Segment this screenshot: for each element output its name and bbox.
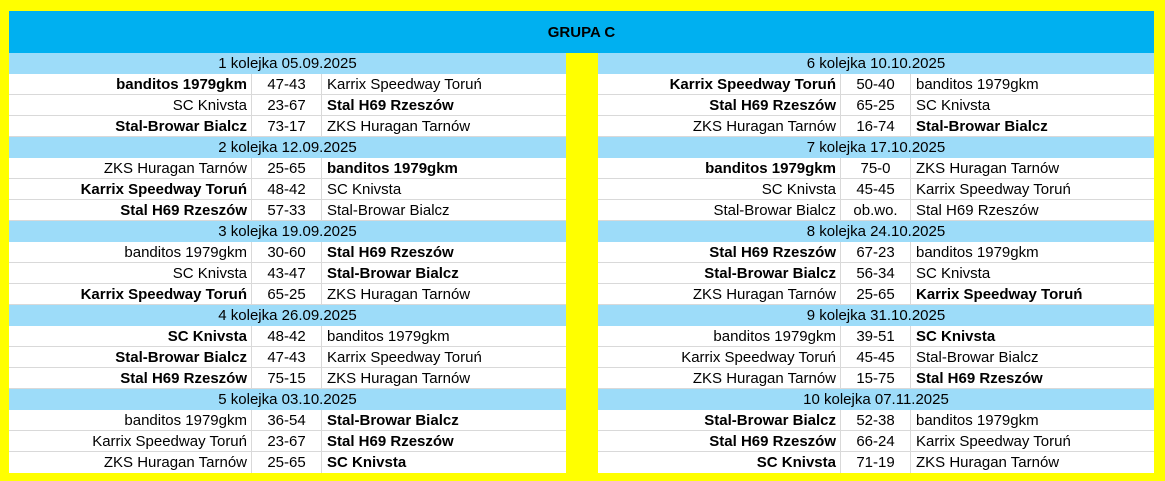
home-team: banditos 1979gkm [9,410,252,430]
home-team: Stal H69 Rzeszów [598,95,841,115]
away-team: banditos 1979gkm [916,412,1039,429]
round-header: 3 kolejka 19.09.2025 [9,221,566,242]
match-row [9,263,566,284]
match-row [9,158,566,179]
match-row [9,284,566,305]
match-row [9,452,566,473]
away-team: banditos 1979gkm [327,160,458,177]
home-team: SC Knivsta [9,263,252,283]
home-team: banditos 1979gkm [9,74,252,94]
home-team: Stal H69 Rzeszów [9,200,252,220]
round-header: 9 kolejka 31.10.2025 [598,305,1154,326]
home-team: SC Knivsta [598,179,841,199]
match-row [598,326,1154,347]
away-team: Stal-Browar Bialcz [327,202,450,219]
match-score: 25-65 [841,284,911,304]
round-header: 10 kolejka 07.11.2025 [598,389,1154,410]
away-team: Karrix Speedway Toruń [916,433,1071,450]
match-score: 48-42 [252,326,322,346]
match-score: 25-65 [252,452,322,473]
match-row [598,284,1154,305]
match-row [598,158,1154,179]
match-score: 45-45 [841,179,911,199]
match-score: 30-60 [252,242,322,262]
away-team: ZKS Huragan Tarnów [327,286,471,303]
home-team: Stal H69 Rzeszów [598,431,841,451]
match-row [598,347,1154,368]
match-score: 52-38 [841,410,911,430]
match-score: 65-25 [841,95,911,115]
away-team: SC Knivsta [916,97,991,114]
home-team: Stal-Browar Bialcz [9,347,252,367]
round-header: 5 kolejka 03.10.2025 [9,389,566,410]
match-score: 71-19 [841,452,911,473]
home-team: SC Knivsta [9,326,252,346]
match-row [598,200,1154,221]
match-score: 57-33 [252,200,322,220]
home-team: Stal-Browar Bialcz [9,116,252,136]
away-team: Karrix Speedway Toruń [327,76,482,93]
match-score: 75-15 [252,368,322,388]
away-team: Stal H69 Rzeszów [916,202,1039,219]
home-team: banditos 1979gkm [9,242,252,262]
round-header: 6 kolejka 10.10.2025 [598,53,1154,74]
away-team: ZKS Huragan Tarnów [916,160,1060,177]
match-row [9,410,566,431]
away-team: banditos 1979gkm [916,244,1039,261]
away-team: Stal H69 Rzeszów [916,370,1043,387]
match-score: 47-43 [252,347,322,367]
away-team: Stal H69 Rzeszów [327,244,454,261]
match-row [598,116,1154,137]
match-row [9,347,566,368]
away-team: banditos 1979gkm [916,76,1039,93]
home-team: ZKS Huragan Tarnów [9,452,252,473]
home-team: Stal-Browar Bialcz [598,263,841,283]
match-row [9,368,566,389]
round-header: 8 kolejka 24.10.2025 [598,221,1154,242]
away-team: Stal-Browar Bialcz [327,412,459,429]
home-team: Karrix Speedway Toruń [9,179,252,199]
match-score: 23-67 [252,431,322,451]
match-row [598,242,1154,263]
match-row [598,431,1154,452]
away-team: Karrix Speedway Toruń [327,349,482,366]
match-score: 75-0 [841,158,911,178]
home-team: Karrix Speedway Toruń [9,284,252,304]
match-row [598,179,1154,200]
away-team: ZKS Huragan Tarnów [916,454,1060,471]
home-team: banditos 1979gkm [598,326,841,346]
match-row [598,263,1154,284]
match-row [9,242,566,263]
away-team: SC Knivsta [327,181,402,198]
away-team: Stal-Browar Bialcz [916,118,1048,135]
match-score: 48-42 [252,179,322,199]
home-team: Stal H69 Rzeszów [598,242,841,262]
away-team: ZKS Huragan Tarnów [327,370,471,387]
match-score: 47-43 [252,74,322,94]
match-score: 39-51 [841,326,911,346]
home-team: ZKS Huragan Tarnów [9,158,252,178]
away-team: ZKS Huragan Tarnów [327,118,471,135]
home-team: SC Knivsta [9,95,252,115]
match-score: 25-65 [252,158,322,178]
away-team: Stal H69 Rzeszów [327,433,454,450]
home-team: Stal-Browar Bialcz [598,200,841,220]
match-score: 50-40 [841,74,911,94]
match-score: 56-34 [841,263,911,283]
round-header: 4 kolejka 26.09.2025 [9,305,566,326]
round-header: 1 kolejka 05.09.2025 [9,53,566,74]
match-row [598,74,1154,95]
match-row [9,95,566,116]
match-score: 36-54 [252,410,322,430]
match-score: 15-75 [841,368,911,388]
match-row [9,200,566,221]
home-team: Stal-Browar Bialcz [598,410,841,430]
match-row [9,179,566,200]
away-team: Stal H69 Rzeszów [327,97,454,114]
home-team: banditos 1979gkm [598,158,841,178]
match-score: 73-17 [252,116,322,136]
home-team: ZKS Huragan Tarnów [598,284,841,304]
schedule-table-left [9,53,566,473]
round-header: 7 kolejka 17.10.2025 [598,137,1154,158]
schedule-table-right [598,53,1154,473]
match-row [598,95,1154,116]
match-row [9,326,566,347]
home-team: SC Knivsta [598,452,841,473]
away-team: SC Knivsta [916,328,996,345]
away-team: banditos 1979gkm [327,328,450,345]
home-team: ZKS Huragan Tarnów [598,368,841,388]
away-team: SC Knivsta [916,265,991,282]
home-team: ZKS Huragan Tarnów [598,116,841,136]
away-team: Stal-Browar Bialcz [916,349,1039,366]
match-score: ob.wo. [841,200,911,220]
round-header: 2 kolejka 12.09.2025 [9,137,566,158]
away-team: Karrix Speedway Toruń [916,286,1083,303]
match-row [9,116,566,137]
match-row [598,452,1154,473]
match-row [9,431,566,452]
away-team: Karrix Speedway Toruń [916,181,1071,198]
match-score: 43-47 [252,263,322,283]
home-team: Karrix Speedway Toruń [598,74,841,94]
match-score: 45-45 [841,347,911,367]
match-row [598,410,1154,431]
match-score: 23-67 [252,95,322,115]
home-team: Karrix Speedway Toruń [9,431,252,451]
away-team: Stal-Browar Bialcz [327,265,459,282]
match-score: 66-24 [841,431,911,451]
home-team: Karrix Speedway Toruń [598,347,841,367]
match-row [9,74,566,95]
match-score: 16-74 [841,116,911,136]
away-team: SC Knivsta [327,454,407,471]
match-score: 65-25 [252,284,322,304]
group-title: GRUPA C [9,11,1154,53]
match-score: 67-23 [841,242,911,262]
home-team: Stal H69 Rzeszów [9,368,252,388]
match-row [598,368,1154,389]
